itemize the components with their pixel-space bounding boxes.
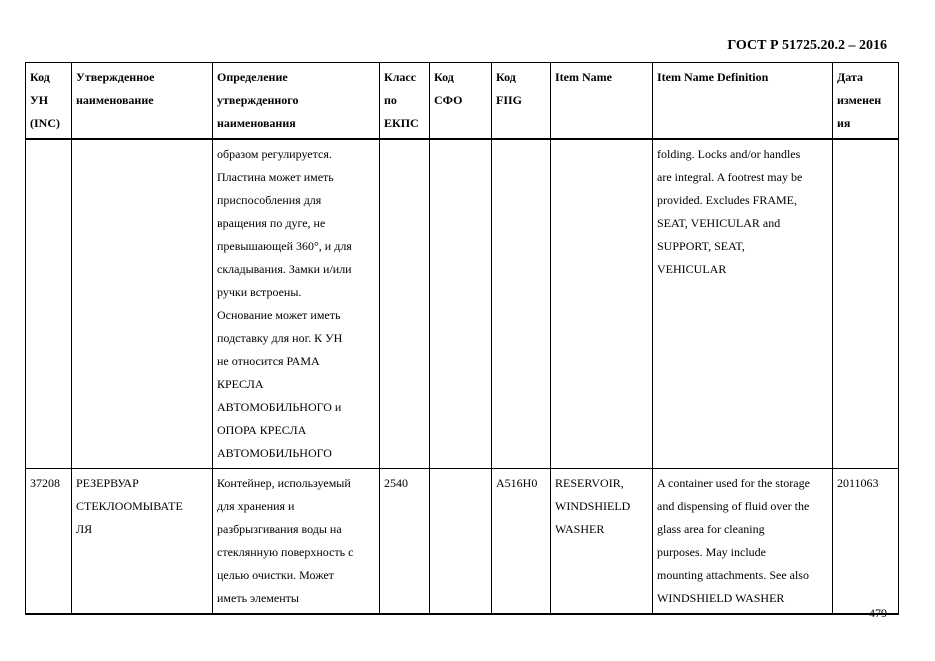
col-header-name-definition: Определение утвержденного наименования [213,63,380,140]
cell-item-name [551,139,653,469]
col-header-inc: Код УН (INC) [26,63,72,140]
cell-name-definition: Контейнер, используемый для хранения и разбрызгивания воды на стеклянную поверхность с целью очистки. Может иметь элементы [213,469,380,615]
page-number: 479 [869,606,887,620]
cell-sfo-code [430,139,492,469]
table-header-row [26,63,899,140]
cell-inc [26,139,72,469]
gost-table [25,62,899,615]
cell-item-name-definition: folding. Locks and/or handles are integral. A footrest may be provided. Excludes FRAME, SEAT, VEHICULAR and SUPPORT, SEAT, VEHICULAR [653,139,833,469]
col-header-sfo-code: Код СФО [430,63,492,140]
col-header-ekps-class: Класс по ЕКПС [380,63,430,140]
cell-ekps-class [380,139,430,469]
cell-fiig-code [492,139,551,469]
cell-change-date: 2011063 [833,469,899,615]
table-row [26,469,899,615]
cell-sfo-code [430,469,492,615]
col-header-item-name-definition: Item Name Definition [653,63,833,140]
cell-name-definition: образом регулируется. Пластина может иметь приспособления для вращения по дуге, не превышающей 360°, и для складывания. Замки и/или ручки встроены. Основание может иметь подставку для ног. К УН не относится РАМА КРЕСЛА АВТОМОБИЛЬНОГО и ОПОРА КРЕСЛА АВТОМОБИЛЬНОГО [213,139,380,469]
col-header-change-date: Дата изменен ия [833,63,899,140]
cell-item-name: RESERVOIR, WINDSHIELD WASHER [551,469,653,615]
cell-inc: 37208 [26,469,72,615]
cell-item-name-definition: A container used for the storage and dispensing of fluid over the glass area for cleaning purposes. May include mounting attachments. See also WINDSHIELD WASHER [653,469,833,615]
cell-fiig-code: A516H0 [492,469,551,615]
document-code: ГОСТ Р 51725.20.2 – 2016 [727,38,887,53]
col-header-fiig-code: Код FIIG [492,63,551,140]
cell-approved-name: РЕЗЕРВУАР СТЕКЛООМЫВАТЕ ЛЯ [72,469,213,615]
cell-approved-name [72,139,213,469]
col-header-item-name: Item Name [551,63,653,140]
cell-change-date [833,139,899,469]
col-header-approved-name: Утвержденное наименование [72,63,213,140]
table-row [26,139,899,469]
cell-ekps-class: 2540 [380,469,430,615]
